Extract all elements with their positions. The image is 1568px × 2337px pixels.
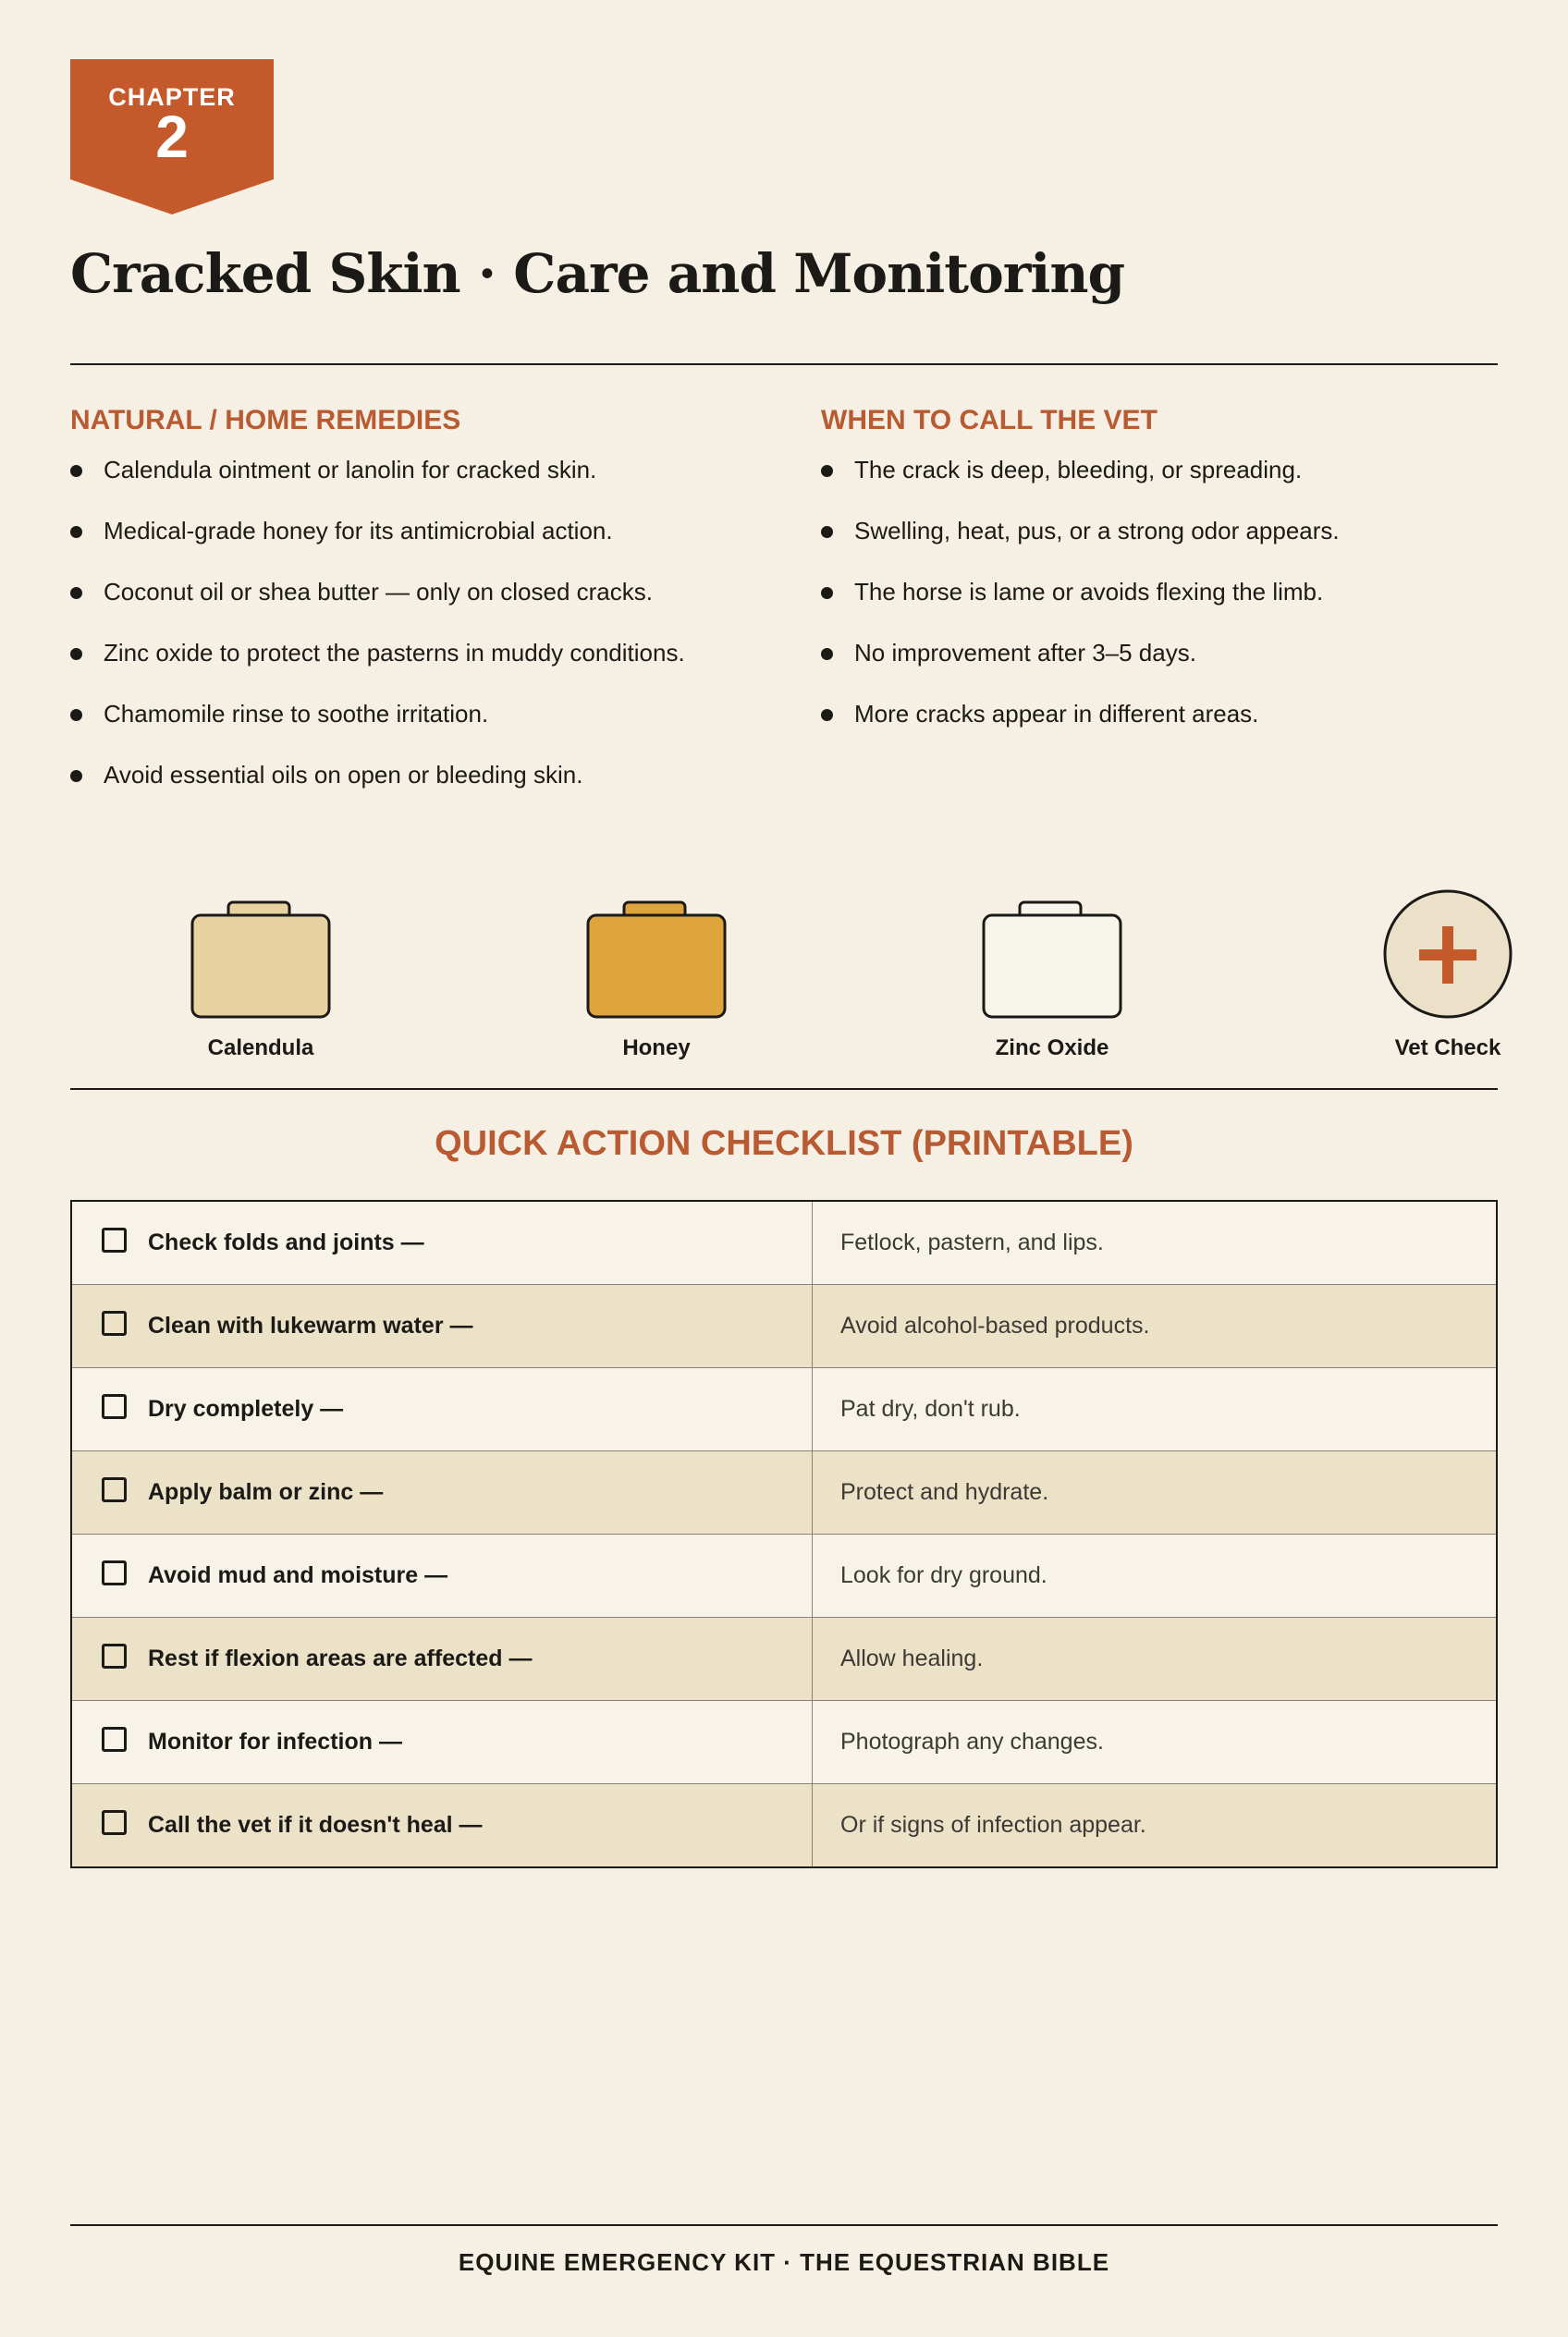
icons-divider <box>70 1088 1498 1090</box>
list-item: Calendula ointment or lanolin for cracked skin. <box>70 453 773 514</box>
footer-divider <box>70 2224 1498 2226</box>
icon-label: Vet Check <box>1394 1035 1501 1060</box>
vet-heading: WHEN TO CALL THE VET <box>821 405 1158 435</box>
remedies-heading: NATURAL / HOME REMEDIES <box>70 405 461 435</box>
list-item: Medical-grade honey for its antimicrobial action. <box>70 514 773 575</box>
bullet-icon <box>821 587 833 599</box>
chapter-badge <box>70 59 274 214</box>
table-row <box>71 1784 1497 1868</box>
remedies-section <box>70 405 773 819</box>
bullet-icon <box>70 587 82 599</box>
remedies-list <box>70 453 773 819</box>
action-note: Photograph any changes. <box>813 1701 1498 1784</box>
bullet-icon <box>70 648 82 660</box>
list-item: Zinc oxide to protect the pasterns in muddy conditions. <box>70 636 773 697</box>
list-item: No improvement after 3–5 days. <box>821 636 1524 697</box>
action-label: Monitor for infection — <box>148 1729 402 1755</box>
checkbox[interactable] <box>102 1727 127 1752</box>
vet-section <box>821 405 1524 758</box>
bullet-icon <box>70 465 82 477</box>
action-note: Fetlock, pastern, and lips. <box>813 1201 1498 1285</box>
checkbox[interactable] <box>102 1810 127 1835</box>
vet-check-cross-icon <box>1346 887 1550 1026</box>
table-row <box>71 1368 1497 1451</box>
list-item: Swelling, heat, pus, or a strong odor appears. <box>821 514 1524 575</box>
bullet-icon <box>70 526 82 538</box>
checkbox[interactable] <box>102 1311 127 1336</box>
table-row <box>71 1535 1497 1618</box>
list-item: Coconut oil or shea butter — only on closed cracks. <box>70 575 773 636</box>
table-row <box>71 1618 1497 1701</box>
action-label: Avoid mud and moisture — <box>148 1562 448 1588</box>
action-note: Allow healing. <box>813 1618 1498 1701</box>
title-divider <box>70 363 1498 365</box>
icon-zinc-oxide <box>950 887 1154 1060</box>
checkbox[interactable] <box>102 1644 127 1669</box>
footer-text: EQUINE EMERGENCY KIT · THE EQUESTRIAN BIBLE <box>458 2248 1110 2276</box>
action-label: Check folds and joints — <box>148 1230 424 1255</box>
checkbox[interactable] <box>102 1560 127 1585</box>
icon-label: Calendula <box>207 1035 314 1060</box>
action-note: Look for dry ground. <box>813 1535 1498 1618</box>
table-row <box>71 1451 1497 1535</box>
remedy-icons-row <box>70 887 1501 1072</box>
checkbox[interactable] <box>102 1477 127 1502</box>
list-item: Chamomile rinse to soothe irritation. <box>70 697 773 758</box>
action-label: Call the vet if it doesn't heal — <box>148 1812 483 1838</box>
list-item: The horse is lame or avoids flexing the limb. <box>821 575 1524 636</box>
bullet-icon <box>70 709 82 721</box>
zinc-oxide-jar-icon <box>950 887 1154 1026</box>
chapter-label: CHAPTER <box>108 83 236 111</box>
chapter-number: 2 <box>155 104 189 170</box>
checklist-title: QUICK ACTION CHECKLIST (PRINTABLE) <box>435 1124 1133 1163</box>
vet-list <box>821 453 1524 758</box>
list-item: Avoid essential oils on open or bleeding skin. <box>70 758 773 819</box>
action-note: Avoid alcohol-based products. <box>813 1285 1498 1368</box>
bullet-icon <box>821 526 833 538</box>
checkbox[interactable] <box>102 1394 127 1419</box>
calendula-jar-icon <box>159 887 362 1026</box>
table-row <box>71 1201 1497 1285</box>
table-row <box>71 1701 1497 1784</box>
icon-calendula <box>159 887 362 1060</box>
action-note: Or if signs of infection appear. <box>813 1784 1498 1868</box>
icon-honey <box>555 887 758 1060</box>
action-label: Dry completely — <box>148 1396 344 1422</box>
bullet-icon <box>821 648 833 660</box>
table-row <box>71 1285 1497 1368</box>
checkbox[interactable] <box>102 1228 127 1253</box>
icon-label: Honey <box>622 1035 691 1060</box>
action-label: Apply balm or zinc — <box>148 1479 384 1505</box>
bullet-icon <box>821 465 833 477</box>
bullet-icon <box>70 770 82 782</box>
checklist-table <box>70 1200 1498 1868</box>
action-note: Protect and hydrate. <box>813 1451 1498 1535</box>
honey-jar-icon <box>555 887 758 1026</box>
icon-vet-check <box>1346 887 1550 1060</box>
action-note: Pat dry, don't rub. <box>813 1368 1498 1451</box>
action-label: Rest if flexion areas are affected — <box>148 1646 533 1671</box>
action-label: Clean with lukewarm water — <box>148 1313 473 1339</box>
page <box>70 0 1501 2337</box>
list-item: The crack is deep, bleeding, or spreading. <box>821 453 1524 514</box>
list-item: More cracks appear in different areas. <box>821 697 1524 758</box>
page-title: Cracked Skin · Care and Monitoring <box>70 242 1125 305</box>
icon-label: Zinc Oxide <box>995 1035 1109 1060</box>
bullet-icon <box>821 709 833 721</box>
